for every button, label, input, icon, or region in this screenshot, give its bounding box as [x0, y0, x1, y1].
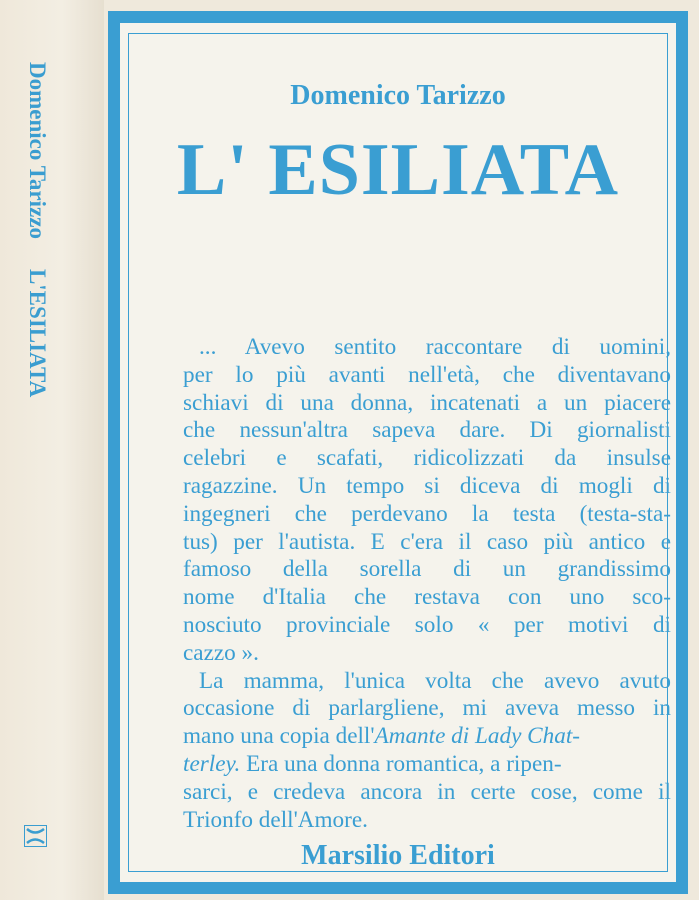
- blurb-line: celebri e scafati, ridicolizzati da insulse: [183, 445, 671, 472]
- cover-publisher: Marsilio Editori: [301, 840, 495, 871]
- cover-frame: [128, 33, 671, 872]
- blurb-line: occasione di parlargliene, mi aveva messo in: [183, 695, 671, 722]
- book-reference: Amante di Lady Chat-: [374, 723, 580, 750]
- blurb-line: [183, 723, 671, 751]
- cover-title: L' ESILIATA: [176, 129, 620, 211]
- blurb-line: nome d'Italia che restava con uno sco-: [183, 584, 671, 611]
- blurb-line: [183, 751, 671, 779]
- blurb-text: Era una donna romantica, a ripen-: [240, 750, 562, 777]
- book-spine: [0, 0, 104, 900]
- blurb-line: Trionfo dell'Amore.: [183, 806, 368, 833]
- blurb-line: per lo più avanti nell'età, che diventavano: [183, 361, 671, 388]
- blurb-text: mano una copia dell': [183, 723, 375, 750]
- spine-title: L'ESILIATA: [25, 268, 50, 398]
- publisher-logo-icon: [24, 825, 47, 847]
- spine-author: Domenico Tarizzo: [25, 62, 50, 239]
- blurb: [183, 334, 671, 834]
- blurb-line: sarci, e credeva ancora in certe cose, come il: [183, 778, 671, 805]
- blurb-line: ingegneri che perdevano la testa (testa-sta-: [183, 500, 671, 527]
- blurb-line: La mamma, l'unica volta che avevo avuto: [199, 667, 671, 694]
- front-cover: [108, 11, 688, 894]
- spine-text: [20, 62, 50, 442]
- blurb-line: ragazzine. Un tempo si diceva di mogli di: [183, 472, 671, 499]
- book-reference: terley.: [183, 750, 241, 777]
- blurb-line: famoso della sorella di un grandissimo: [183, 556, 671, 583]
- blurb-line: tus) per l'autista. E c'era il caso più antico e: [183, 528, 671, 555]
- blurb-line: ... Avevo sentito raccontare di uomini,: [199, 334, 671, 360]
- blurb-line: che nessun'altra sapeva dare. Di giornalisti: [183, 417, 671, 444]
- blurb-line: schiavi di una donna, incatenati a un piacere: [183, 389, 671, 416]
- cover-author: Domenico Tarizzo: [290, 80, 506, 111]
- blurb-line: nosciuto provinciale solo « per motivi di: [183, 611, 671, 638]
- blurb-line: cazzo ».: [183, 639, 259, 666]
